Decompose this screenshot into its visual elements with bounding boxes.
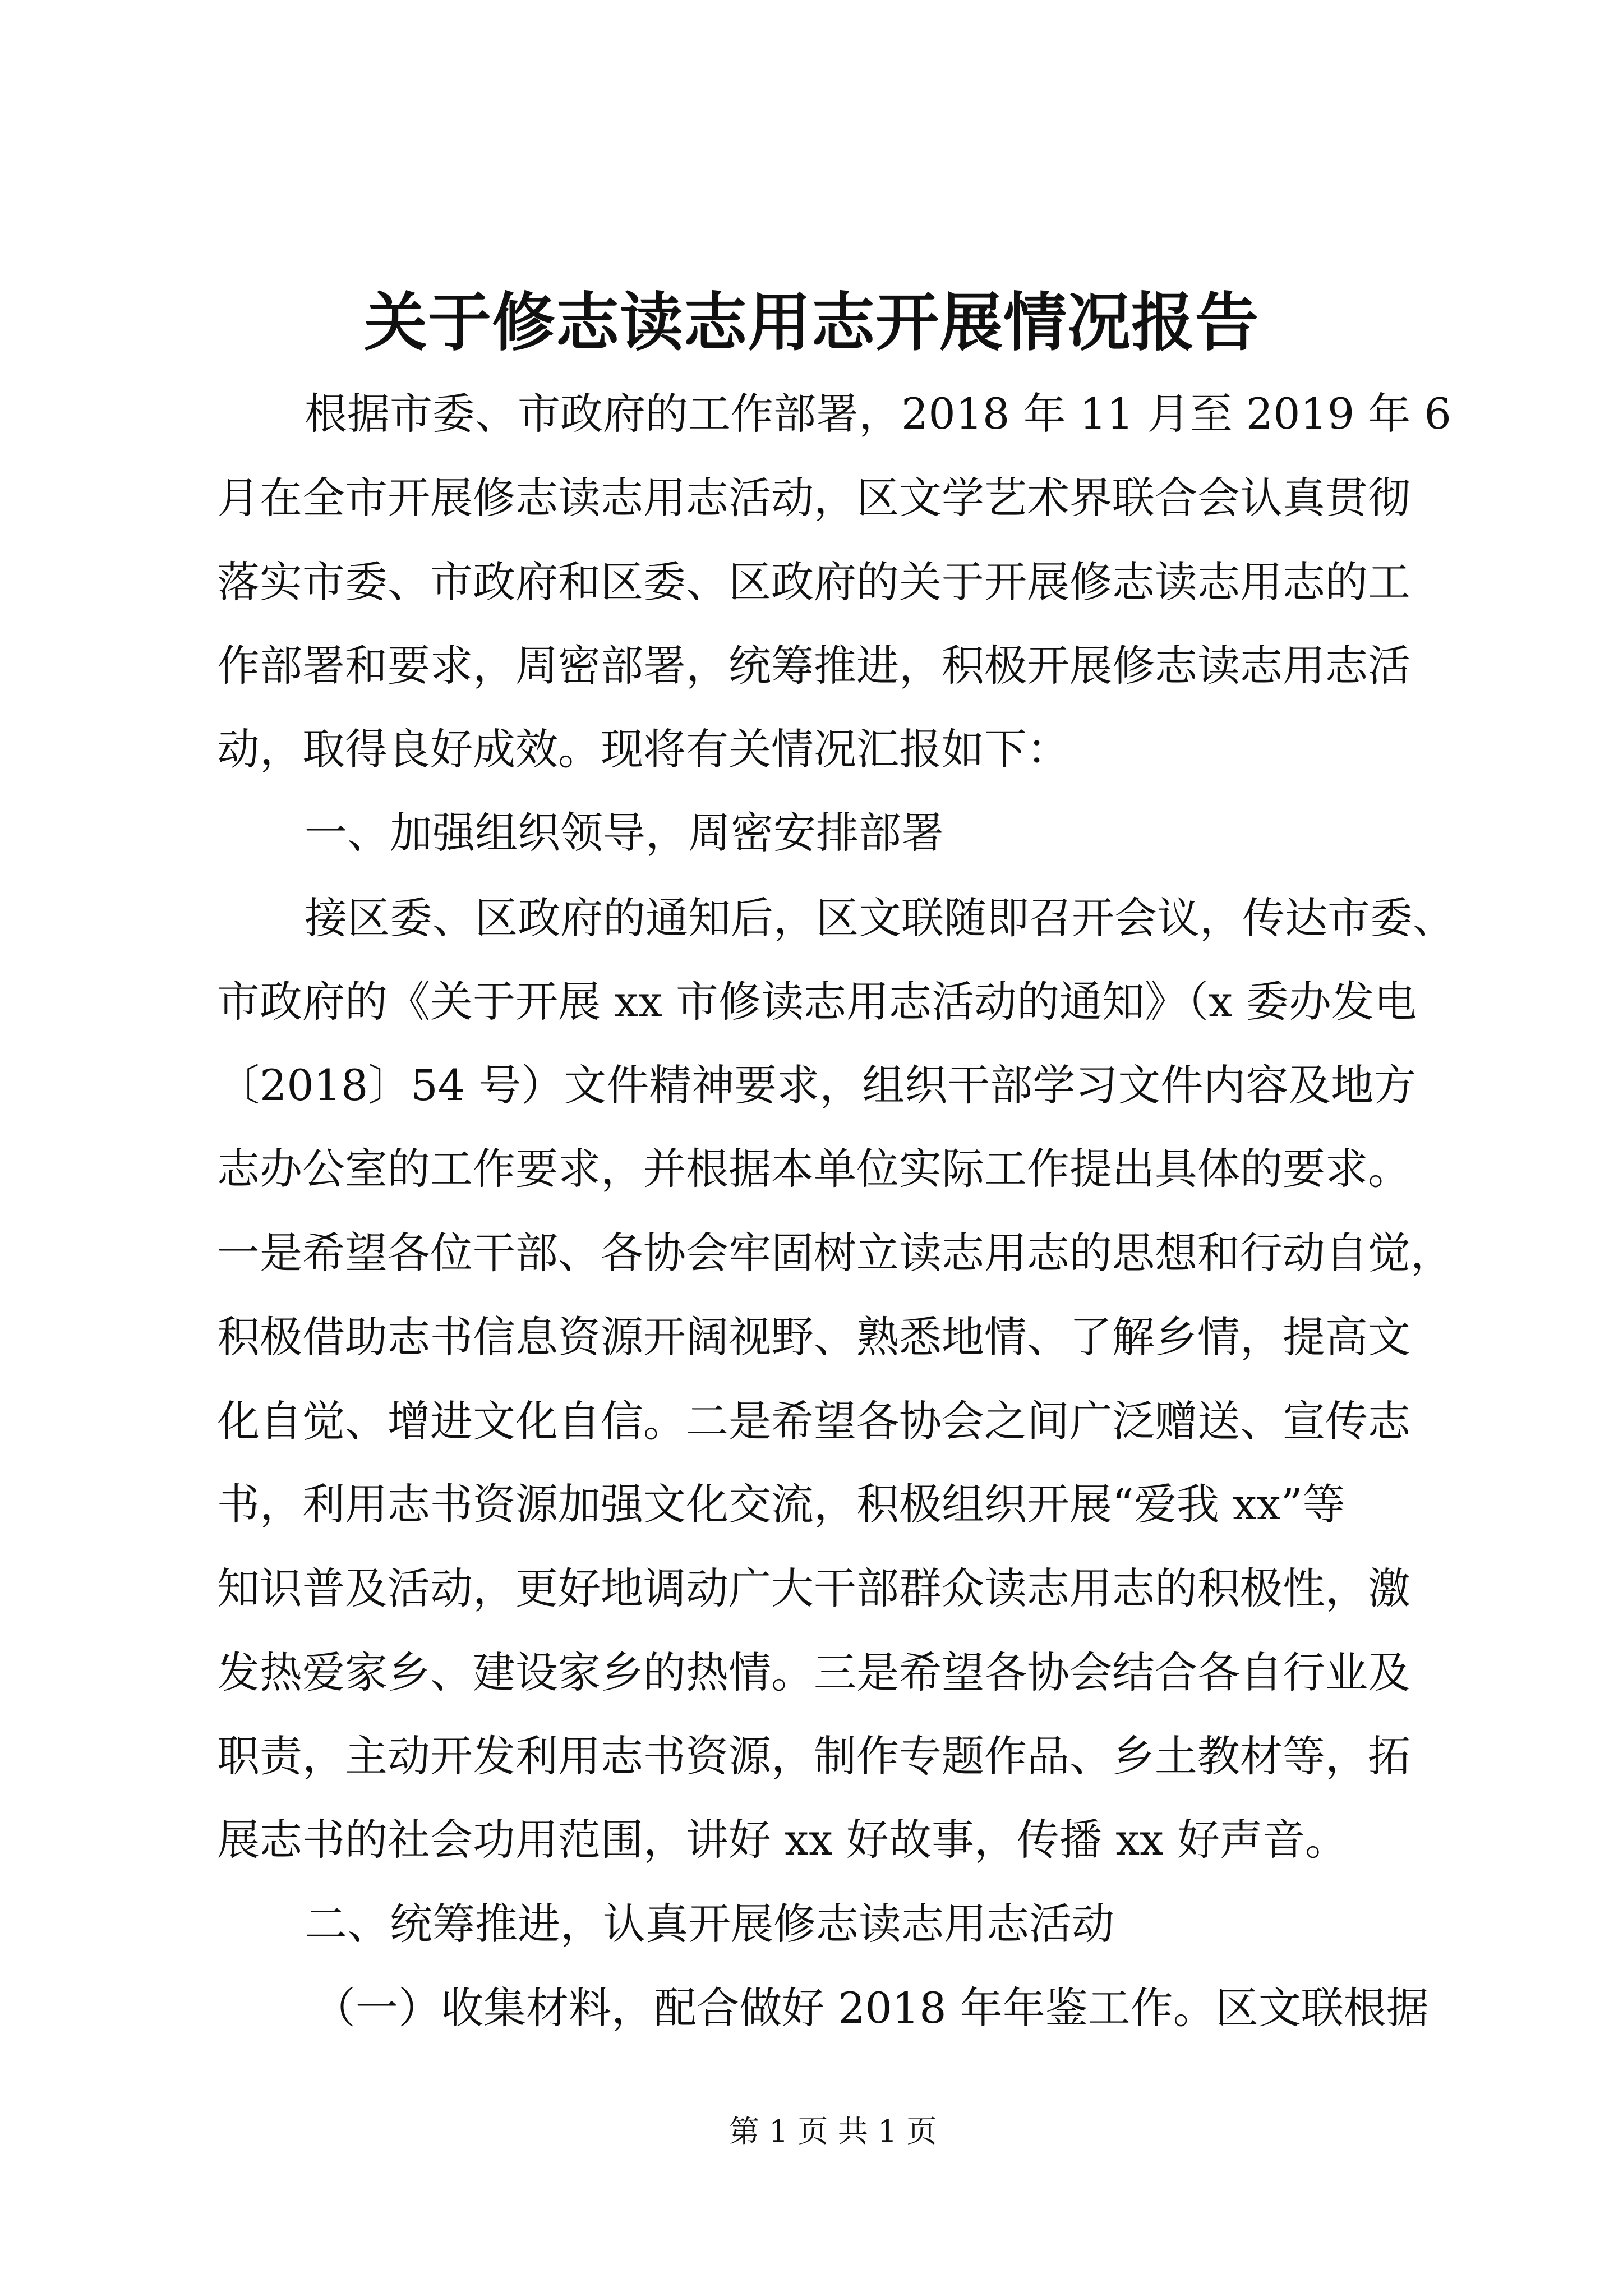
paragraph-line-7: 接区委、区政府的通知后，区文联随即召开会议，传达市委、 [305,893,1455,943]
paragraph-line-17: 职责，主动开发利用志书资源，制作专题作品、乡土教材等，拓 [217,1731,1410,1781]
section-heading-1: 一、加强组织领导，周密安排部署 [305,808,944,858]
paragraph-line-16: 发热爱家乡、建设家乡的热情。三是希望各协会结合各自行业及 [217,1648,1410,1697]
paragraph-line-18: 展志书的社会功用范围，讲好 xx 好故事，传播 xx 好声音。 [217,1815,1348,1865]
paragraph-line-1: 根据市委、市政府的工作部署，2018 年 11 月至 2019 年 6 [305,389,1451,439]
page-number-footer: 第 1 页 共 1 页 [729,2114,937,2149]
paragraph-line-14: 书，利用志书资源加强文化交流，积极组织开展“爱我 xx”等 [217,1479,1345,1529]
paragraph-line-8: 市政府的《关于开展 xx 市修读志用志活动的通知》（x 委办发电 [217,977,1417,1027]
paragraph-line-15: 知识普及活动，更好地调动广大干部群众读志用志的积极性，激 [217,1563,1410,1613]
paragraph-line-2: 月在全市开展修志读志用志活动，区文学艺术界联合会认真贯彻 [217,473,1410,523]
paragraph-line-10: 志办公室的工作要求，并根据本单位实际工作提出具体的要求。 [217,1144,1410,1194]
paragraph-line-4: 作部署和要求，周密部署，统筹推进，积极开展修志读志用志活 [217,641,1410,691]
paragraph-line-3: 落实市委、市政府和区委、区政府的关于开展修志读志用志的工 [217,557,1410,607]
section-heading-2: 二、统筹推进，认真开展修志读志用志活动 [305,1899,1114,1949]
paragraph-line-5: 动，取得良好成效。现将有关情况汇报如下： [217,724,1069,774]
paragraph-line-11: 一是希望各位干部、各协会牢固树立读志用志的思想和行动自觉， [217,1228,1453,1278]
document-title: 关于修志读志用志开展情况报告 [364,285,1259,360]
paragraph-line-12: 积极借助志书信息资源开阔视野、熟悉地情、了解乡情，提高文 [217,1312,1410,1362]
paragraph-line-20: （一）收集材料，配合做好 2018 年年鉴工作。区文联根据 [313,1983,1429,2033]
paragraph-line-9: 〔2018〕54 号）文件精神要求，组织干部学习文件内容及地方 [217,1060,1417,1110]
paragraph-line-13: 化自觉、增进文化自信。二是希望各协会之间广泛赠送、宣传志 [217,1396,1410,1446]
